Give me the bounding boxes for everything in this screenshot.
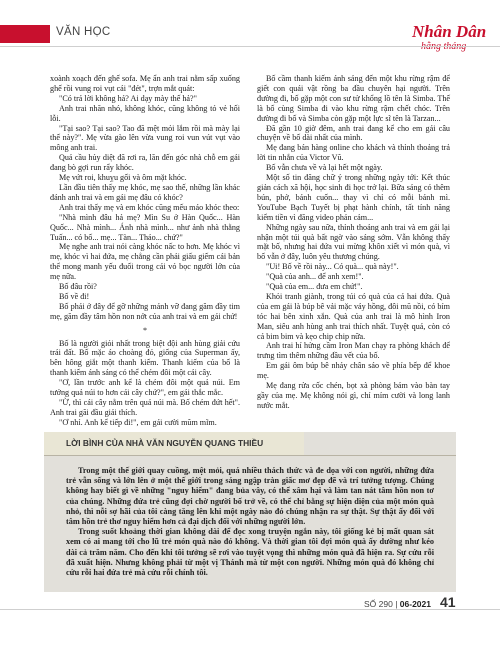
commentary-title: LỜI BÌNH CỦA NHÀ VĂN NGUYỄN QUANG THIỀU	[66, 438, 264, 448]
paragraph: Bố cầm thanh kiếm ánh sáng đến một khu rừng rậm để giết con quái vật rồng ba đầu chuyên hại người. Trên đường đi, bố gặp một con sư tử khổng lồ tên là Simba. Thế là bố cùng Simba đi vào khu rừng rậm chết chóc. Trên đường đi bố và Simba còn gặp một lực sĩ tên là Tarzan...	[257, 74, 450, 123]
paragraph: "Ơ, lần trước anh kể là chém đôi một quả núi. Em tưởng quả núi to hơn cái cây chứ?", em gái thắc mắc.	[50, 378, 240, 398]
paragraph: "Ui! Bố về rồi này... Có quà... quà này!".	[266, 262, 399, 272]
paragraph: Một số tin đăng chữ ý trong những ngày tới: Kết thúc giản cách xã hội, học sinh đi học trở lại. Bữa sáng có thêm bún, phở, bánh cuốn... thay vì chỉ có mỗi bánh mì. YouTube Bạch Tuyết bị phạt hành chính, tất tính năng kiểm tiền vì đăng video phản cảm...	[257, 173, 450, 222]
paragraph: Bố vẫn chưa về và lại hết một ngày.	[266, 163, 383, 173]
header-divider	[0, 46, 500, 47]
issue-number: SỐ 290	[364, 599, 393, 609]
paragraph: "Ơ nhỉ. Anh kể tiếp đi!", em gái cười mũm mĩm.	[59, 417, 217, 427]
paragraph: "Ừ, thì cái cây nằm trên quả núi mà. Bố chém đứt hết". Anh trai gãi đầu giải thích.	[50, 398, 240, 417]
paragraph: Bố là người giỏi nhất trong biệt đội anh hùng giải cứu trái đất. Bố mặc áo choàng đỏ, giống của Superman ấy, bên hông giắt một thanh kiếm. Thanh kiếm của bố là thanh kiếm ánh sáng có thể chém đôi một cái cây.	[50, 338, 240, 378]
paragraph: Lần đầu tiên thấy mẹ khóc, mẹ sao thế, những lần khác đánh anh trai và em gái mẹ đâu có khóc?	[50, 182, 240, 202]
paragraph: Quả cầu hủy diệt đã rơi ra, lăn đến góc nhà chỗ em gái đang bò gợi run rẩy khóc.	[50, 153, 240, 173]
paragraph: Mẹ vứt roi, khuỵu gối và ôm mặt khóc.	[59, 173, 187, 183]
logo-main-text: Nhân Dân	[412, 22, 487, 41]
page-header	[0, 10, 500, 66]
paragraph: Khỏi tranh giành, trong túi có quà của cả hai đứa. Quà của em gái là búp bê vải mặc váy hồng, đôi mũ nồi, có bím tóc hai bên xinh xắn. Quà của anh trai là mô hình Iron Man, siêu anh hùng anh trai thích nhất. Tuyệt quá, còn có cả bim bim và kẹo chip chip nữa.	[257, 291, 450, 341]
issue-separator: |	[395, 599, 398, 609]
section-break-star: *	[142, 325, 148, 335]
commentary-body	[66, 466, 434, 578]
paragraph: Bố đâu rồi?	[59, 282, 97, 292]
section-color-bar	[0, 25, 50, 43]
section-label: VĂN HỌC	[56, 26, 111, 38]
paragraph: "Quà của em... đưa em chứ!".	[266, 282, 363, 292]
paragraph: "Quà của anh... để anh xem!".	[266, 272, 364, 282]
paragraph: "Tại sao? Tại sao? Tao đã mệt mỏi lắm rồi mà mày lại thế này?". Mẹ vừa gào lên vừa vung roi vun vút vụt vào mông anh trai.	[50, 123, 240, 153]
left-column	[50, 74, 240, 428]
paragraph: Anh trai hí hửng cầm Iron Man chạy ra phòng khách để trưng tìm thêm những đầu vết của bố.	[257, 341, 450, 361]
page-number: 41	[440, 594, 456, 610]
magazine-logo	[412, 22, 487, 60]
paragraph: Những ngày sau nữa, thỉnh thoảng anh trai và em gái lại nhận một túi quà bất ngờ vào sáng sớm. Vẫn không thấy mặt bố, nhưng hai đứa vui mừng khôn xiết vì món quà, vì bố vẫn ở đây, luôn yêu thương chúng.	[257, 222, 450, 262]
paragraph: xoành xoạch đến ghế sofa. Mẹ ẩn anh trai nằm sấp xuống ghế rồi vung roi vụt cái "đét", trợn mắt quát:	[50, 74, 240, 93]
commentary-header-band	[44, 432, 304, 456]
paragraph: "Có trả lời không hả? Ai dạy mày thế hả?"	[59, 93, 197, 103]
commentary-paragraph: Trong suốt khoảng thời gian không dài để đọc xong truyện ngắn này, tôi giống kẻ bị mất quan sát xem có ai mang tới cho lũ trẻ món quà nào đó không. Và thời gian tôi đợi món quà ấy dường như kéo dài cả trăm năm. Cho đến khi tôi tưởng sẽ rơi vào tuyệt vọng thì những món quà đã hiện ra. Sự cứu rỗi đã xuất hiện. Nhưng không phải từ một vị Thánh mà từ một con người. Những món quà đó không chỉ cứu rỗi hai đứa trẻ mà cứu rỗi chính tôi.	[66, 527, 434, 578]
commentary-paragraph: Trong một thế giới quay cuồng, mệt mỏi, quá nhiều thách thức và đe dọa với con người, những đứa trẻ vẫn sống và lớn lên ở một thế giới trong sáng ngập tràn giấc mơ đẹp đẽ và trí tưởng tượng. Chúng không hay biết gì về những "nguy hiểm" đang bủa vây, có thể xâm hại và làm tan nát tâm hồn non tơ của chúng. Những đứa trẻ cũng đợi chờ người bố trở về, có thể chỉ bằng sự hiện diện của một món quà nhỏ, thì nỗi sợ hãi của tôi càng tăng lên khi một ngày nào đó chúng nhận ra sự thật. Sự thật ấy đối với tâm hồn trẻ thơ nguy hiểm hơn cả đại dịch đối với những người lớn.	[66, 466, 434, 527]
paragraph: "Nhà mình đâu hả mẹ? Mìn Su ở Hàn Quốc... Hàn Quốc... Nhà mình... Ánh nhà mình... như ảnh nhà thằng Tuấn... có bố... mẹ... Tàn... Thảo... chứ?"	[50, 212, 240, 242]
paragraph: Mẹ nghe anh trai nói càng khóc nấc to hơn. Mẹ khóc vì mẹ, khóc vì hai đứa, mẹ chẳng cần phải giấu giếm cái bản thể mong manh yếu đuối trong cái vỏ bọc người lớn của mẹ nữa.	[50, 242, 240, 282]
footer-divider	[0, 609, 500, 610]
issue-date: 06-2021	[399, 599, 431, 609]
paragraph: Đã gần 10 giờ đêm, anh trai đang kể cho em gái câu chuyện về bố dài nhất của mình.	[257, 123, 450, 143]
commentary-header-divider	[44, 455, 456, 456]
paragraph: Anh trai thấy mẹ và em khóc cũng mếu máo khóc theo:	[59, 202, 240, 212]
paragraph: Bố phải ở đây để gỡ những mảnh vỡ đang găm đầy tim mẹ, găm đầy tâm hồn non nớt của anh trai và em gái chứ!	[50, 301, 240, 321]
commentary-box	[44, 432, 456, 592]
paragraph: Bố về đi!	[59, 291, 90, 301]
right-column	[257, 74, 450, 411]
paragraph: Em gái ôm búp bê nhảy chân sáo về phía bếp để khoe mẹ.	[257, 361, 450, 381]
paragraph: Mẹ đang rửa cốc chén, bọt xà phòng bám vào bàn tay gầy của mẹ. Mẹ không nói gì, chỉ mỉm cười và long lanh nước mắt.	[257, 381, 450, 410]
paragraph: Anh trai nhăn nhó, không khóc, cũng không tỏ vẻ hối lỗi.	[50, 103, 240, 123]
issue-info	[364, 599, 431, 609]
paragraph: Mẹ đang bán hàng online cho khách và thỉnh thoảng trả lời tin nhắn của Victor Vũ.	[257, 143, 450, 163]
